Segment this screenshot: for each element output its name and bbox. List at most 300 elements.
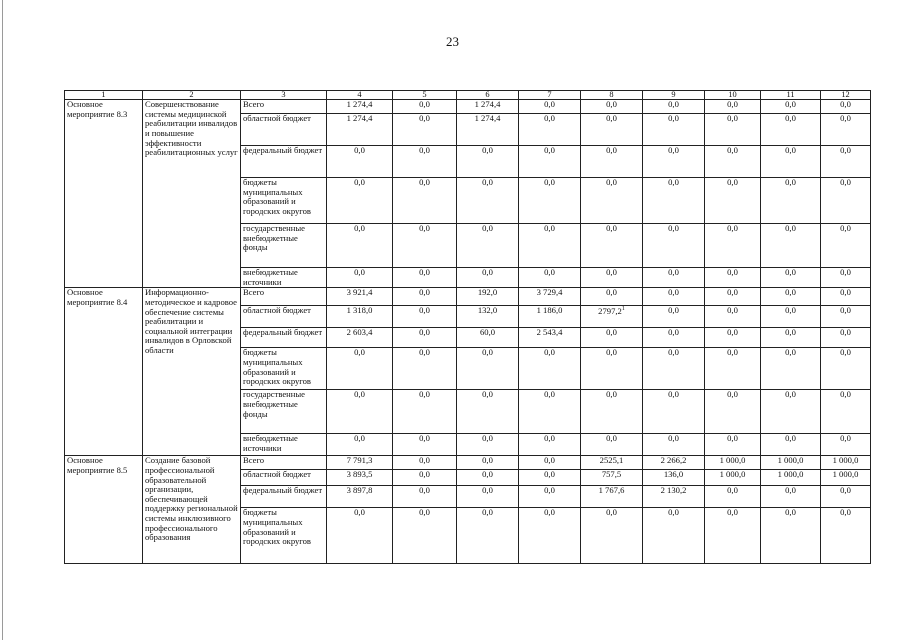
value-cell	[821, 456, 871, 470]
value-cell	[519, 268, 581, 288]
value-text: 0,0	[668, 99, 679, 109]
value-cell	[761, 390, 821, 434]
value-cell	[457, 470, 519, 486]
value-cell	[519, 390, 581, 434]
value-cell	[705, 268, 761, 288]
value-text: 1 274,4	[474, 99, 501, 109]
value-cell	[519, 306, 581, 328]
footnote-marker: 1	[621, 306, 625, 313]
value-text: 0,0	[482, 433, 493, 444]
event-name-cell: Основное мероприятие 8.4	[65, 288, 143, 456]
value-text: 1 000,0	[777, 469, 804, 480]
funding-source-cell: бюджеты муниципальных образований и городских округов	[241, 508, 327, 564]
value-cell	[393, 306, 457, 328]
value-text: 0,0	[354, 177, 365, 187]
value-cell	[327, 100, 393, 114]
value-cell	[761, 456, 821, 470]
funding-source-cell: федеральный бюджет	[241, 146, 327, 178]
value-text: 0,0	[785, 389, 796, 400]
event-name-cell: Основное мероприятие 8.3	[65, 100, 143, 288]
budget-table	[64, 90, 871, 564]
value-cell	[327, 348, 393, 390]
value-text: 0,0	[482, 455, 493, 466]
column-number-row	[65, 91, 871, 100]
value-text: 0,0	[840, 145, 851, 155]
funding-source-cell: Всего	[241, 288, 327, 306]
value-cell	[327, 178, 393, 224]
value-text: 0,0	[419, 327, 430, 338]
value-text: 0,0	[419, 113, 430, 123]
value-cell	[705, 348, 761, 390]
value-cell	[581, 224, 643, 268]
value-cell	[457, 268, 519, 288]
value-text: 0,0	[840, 305, 851, 316]
value-cell	[581, 456, 643, 470]
value-text: 0,0	[544, 455, 555, 466]
value-cell	[457, 456, 519, 470]
value-text: 0,0	[840, 485, 851, 496]
value-cell	[705, 328, 761, 348]
value-text: 0,0	[840, 113, 851, 123]
funding-source-cell: внебюджетные источники	[241, 268, 327, 288]
value-cell	[761, 306, 821, 328]
value-cell	[821, 390, 871, 434]
value-cell	[327, 508, 393, 564]
value-text: 0,0	[544, 433, 555, 444]
funding-source-cell: областной бюджет	[241, 306, 327, 328]
value-text: 0,0	[727, 287, 738, 298]
value-cell	[457, 288, 519, 306]
page-number: 23	[446, 34, 459, 49]
value-cell	[457, 390, 519, 434]
value-cell	[581, 486, 643, 508]
value-text: 136,0	[663, 469, 684, 480]
value-cell	[821, 288, 871, 306]
value-cell	[327, 288, 393, 306]
value-cell	[761, 178, 821, 224]
value-text: 0,0	[544, 99, 555, 109]
column-number: 5	[393, 91, 457, 100]
value-text: 0,0	[606, 267, 617, 277]
value-text: 0,0	[668, 347, 679, 358]
value-cell	[393, 348, 457, 390]
funding-source-cell: областной бюджет	[241, 470, 327, 486]
value-text: 0,0	[785, 287, 796, 298]
value-cell	[705, 470, 761, 486]
value-text: 0,0	[419, 287, 430, 298]
value-text: 0,0	[840, 177, 851, 187]
funding-source-cell: внебюджетные источники	[241, 434, 327, 456]
value-cell	[761, 224, 821, 268]
value-cell	[581, 348, 643, 390]
value-text: 1 274,4	[474, 113, 501, 123]
value-cell	[643, 328, 705, 348]
value-text: 0,0	[606, 99, 617, 109]
value-cell	[393, 486, 457, 508]
value-cell	[761, 288, 821, 306]
value-text: 3 893,5	[346, 469, 373, 480]
value-cell	[581, 434, 643, 456]
value-text: 0,0	[354, 347, 365, 358]
value-text: 0,0	[482, 267, 493, 277]
value-cell	[457, 114, 519, 146]
value-text: 0,0	[785, 347, 796, 358]
value-cell	[643, 470, 705, 486]
value-text: 0,0	[840, 507, 851, 518]
value-cell	[327, 328, 393, 348]
event-description-cell: Информационно-методическое и кадровое обеспечение системы реабилитации и социальной интеграции инвалидов в Орловской области	[143, 288, 241, 456]
value-text: 0,0	[840, 327, 851, 338]
value-cell	[761, 146, 821, 178]
value-text: 2525,1	[599, 455, 624, 466]
value-text: 0,0	[419, 145, 430, 155]
value-cell	[327, 146, 393, 178]
value-text: 0,0	[419, 347, 430, 358]
value-cell	[519, 486, 581, 508]
value-text: 0,0	[544, 145, 555, 155]
value-text: 0,0	[419, 223, 430, 233]
value-cell	[643, 224, 705, 268]
value-text: 0,0	[482, 469, 493, 480]
value-cell	[761, 508, 821, 564]
value-text: 0,0	[727, 145, 738, 155]
value-cell	[327, 224, 393, 268]
value-cell	[643, 178, 705, 224]
value-cell	[821, 178, 871, 224]
value-cell	[327, 456, 393, 470]
value-cell	[761, 470, 821, 486]
value-cell	[519, 224, 581, 268]
value-cell	[327, 434, 393, 456]
value-cell	[457, 508, 519, 564]
value-text: 0,0	[668, 389, 679, 400]
value-text: 0,0	[785, 327, 796, 338]
value-cell	[327, 390, 393, 434]
value-text: 0,0	[606, 287, 617, 298]
value-text: 0,0	[727, 223, 738, 233]
value-text: 0,0	[606, 347, 617, 358]
value-text: 757,5	[601, 469, 622, 480]
value-cell	[519, 456, 581, 470]
value-text: 0,0	[544, 113, 555, 123]
value-text: 0,0	[482, 485, 493, 496]
value-cell	[393, 328, 457, 348]
value-text: 0,0	[668, 145, 679, 155]
value-text: 0,0	[840, 287, 851, 298]
budget-table-body	[65, 91, 871, 564]
column-number: 1	[65, 91, 143, 100]
value-text: 2 603,4	[346, 327, 373, 338]
column-number: 3	[241, 91, 327, 100]
table-row	[65, 456, 871, 470]
value-text: 0,0	[419, 267, 430, 277]
value-cell	[643, 268, 705, 288]
value-text: 0,0	[785, 177, 796, 187]
value-cell	[393, 288, 457, 306]
value-cell	[705, 224, 761, 268]
value-cell	[821, 434, 871, 456]
value-text: 0,0	[727, 507, 738, 518]
value-cell	[457, 434, 519, 456]
value-cell	[457, 178, 519, 224]
value-cell	[705, 306, 761, 328]
value-text: 0,0	[606, 507, 617, 518]
value-text: 0,0	[668, 287, 679, 298]
funding-source-cell: бюджеты муниципальных образований и городских округов	[241, 348, 327, 390]
value-cell	[581, 178, 643, 224]
value-cell	[821, 268, 871, 288]
page-edge-line	[2, 0, 3, 640]
value-text: 0,0	[727, 267, 738, 277]
column-number: 6	[457, 91, 519, 100]
value-text: 0,0	[785, 485, 796, 496]
value-text: 0,0	[785, 99, 796, 109]
value-text: 0,0	[668, 223, 679, 233]
value-cell	[581, 288, 643, 306]
value-text: 0,0	[606, 327, 617, 338]
value-cell	[643, 456, 705, 470]
value-cell	[761, 100, 821, 114]
value-text: 1 186,0	[536, 305, 563, 316]
value-cell	[327, 486, 393, 508]
value-cell	[643, 288, 705, 306]
value-text: 0,0	[840, 347, 851, 358]
value-text: 0,0	[544, 485, 555, 496]
value-text: 0,0	[668, 507, 679, 518]
value-text: 0,0	[727, 99, 738, 109]
value-cell	[705, 456, 761, 470]
value-cell	[643, 306, 705, 328]
value-cell	[393, 268, 457, 288]
value-text: 1 767,6	[598, 485, 625, 496]
value-cell	[761, 114, 821, 146]
value-cell	[519, 348, 581, 390]
value-cell	[457, 224, 519, 268]
value-cell	[519, 100, 581, 114]
value-cell	[327, 306, 393, 328]
value-cell	[761, 434, 821, 456]
value-text: 0,0	[785, 305, 796, 316]
value-text: 1 274,4	[346, 99, 373, 109]
value-cell	[705, 178, 761, 224]
column-number: 7	[519, 91, 581, 100]
value-cell	[705, 434, 761, 456]
value-text: 0,0	[419, 99, 430, 109]
value-text: 0,0	[544, 389, 555, 400]
value-text: 1 000,0	[832, 455, 859, 466]
value-text: 0,0	[419, 389, 430, 400]
value-cell	[457, 486, 519, 508]
value-text: 0,0	[482, 145, 493, 155]
value-text: 0,0	[840, 389, 851, 400]
value-text: 0,0	[482, 507, 493, 518]
value-cell	[457, 100, 519, 114]
value-cell	[821, 486, 871, 508]
column-number: 4	[327, 91, 393, 100]
value-text: 3 729,4	[536, 287, 563, 298]
value-cell	[393, 114, 457, 146]
value-text: 0,0	[727, 347, 738, 358]
value-text: 60,0	[479, 327, 496, 338]
value-cell	[581, 114, 643, 146]
value-text: 0,0	[727, 177, 738, 187]
value-cell	[761, 348, 821, 390]
value-text: 0,0	[785, 267, 796, 277]
value-cell	[705, 508, 761, 564]
value-cell	[705, 114, 761, 146]
value-text: 0,0	[544, 469, 555, 480]
value-text: 132,0	[477, 305, 498, 316]
funding-source-cell: бюджеты муниципальных образований и городских округов	[241, 178, 327, 224]
value-text: 0,0	[606, 389, 617, 400]
value-text: 0,0	[727, 327, 738, 338]
funding-source-cell: государственные внебюджетные фонды	[241, 224, 327, 268]
value-cell	[643, 114, 705, 146]
value-text: 0,0	[419, 507, 430, 518]
value-cell	[643, 146, 705, 178]
value-text: 0,0	[482, 347, 493, 358]
column-number: 10	[705, 91, 761, 100]
value-cell	[581, 508, 643, 564]
value-text: 0,0	[419, 455, 430, 466]
value-cell	[821, 470, 871, 486]
value-text: 0,0	[544, 507, 555, 518]
value-cell	[327, 268, 393, 288]
value-cell	[821, 328, 871, 348]
value-text: 0,0	[668, 267, 679, 277]
value-cell	[393, 434, 457, 456]
value-text: 0,0	[840, 223, 851, 233]
value-cell	[519, 328, 581, 348]
value-text: 1 000,0	[832, 469, 859, 480]
value-text: 0,0	[727, 389, 738, 400]
value-text: 0,0	[668, 305, 679, 316]
column-number: 11	[761, 91, 821, 100]
value-cell	[643, 390, 705, 434]
value-cell	[393, 508, 457, 564]
value-cell	[643, 434, 705, 456]
value-cell	[643, 508, 705, 564]
value-text: 0,0	[668, 433, 679, 444]
value-cell	[393, 100, 457, 114]
value-text: 0,0	[482, 177, 493, 187]
value-cell	[519, 146, 581, 178]
value-text: 0,0	[354, 507, 365, 518]
value-cell	[457, 306, 519, 328]
value-cell	[519, 434, 581, 456]
value-cell	[761, 486, 821, 508]
value-cell	[643, 348, 705, 390]
event-description-cell: Создание базовой профессиональной образовательной организации, обеспечивающей поддержку региональной системы инклюзивного профессионального образования	[143, 456, 241, 564]
value-cell	[457, 348, 519, 390]
value-cell	[393, 470, 457, 486]
value-text: 0,0	[727, 305, 738, 316]
funding-source-cell: Всего	[241, 100, 327, 114]
value-cell	[705, 486, 761, 508]
value-cell	[581, 306, 643, 328]
value-cell	[581, 100, 643, 114]
value-cell	[705, 146, 761, 178]
value-text: 0,0	[668, 113, 679, 123]
funding-source-cell: Всего	[241, 456, 327, 470]
value-cell	[581, 328, 643, 348]
value-text: 1 274,4	[346, 113, 373, 123]
value-cell	[393, 224, 457, 268]
event-description-cell: Совершенствование системы медицинской реабилитации инвалидов и повышение эффективности реабилитационных услуг	[143, 100, 241, 288]
value-cell	[327, 114, 393, 146]
column-number: 9	[643, 91, 705, 100]
value-text: 2797,2	[598, 306, 622, 317]
value-text: 0,0	[354, 433, 365, 444]
value-cell	[393, 456, 457, 470]
value-cell	[821, 114, 871, 146]
value-text: 0,0	[544, 267, 555, 277]
funding-source-cell: федеральный бюджет	[241, 486, 327, 508]
value-text: 2 130,2	[660, 485, 687, 496]
value-text: 0,0	[785, 507, 796, 518]
event-name-cell: Основное мероприятие 8.5	[65, 456, 143, 564]
value-text: 0,0	[785, 113, 796, 123]
table-row	[65, 100, 871, 114]
value-text: 0,0	[419, 433, 430, 444]
value-text: 0,0	[606, 223, 617, 233]
value-cell	[821, 348, 871, 390]
value-text: 0,0	[544, 347, 555, 358]
value-text: 0,0	[544, 223, 555, 233]
value-text: 0,0	[668, 327, 679, 338]
value-text: 3 921,4	[346, 287, 373, 298]
value-cell	[643, 486, 705, 508]
value-cell	[581, 268, 643, 288]
value-text: 0,0	[419, 485, 430, 496]
value-text: 1 000,0	[777, 455, 804, 466]
value-text: 2 543,4	[536, 327, 563, 338]
value-cell	[643, 100, 705, 114]
value-cell	[393, 146, 457, 178]
value-cell	[327, 470, 393, 486]
value-cell	[519, 114, 581, 146]
value-text: 1 000,0	[719, 455, 746, 466]
value-text: 0,0	[544, 177, 555, 187]
value-text: 0,0	[354, 267, 365, 277]
value-text: 0,0	[840, 99, 851, 109]
value-cell	[821, 508, 871, 564]
value-cell	[519, 178, 581, 224]
table-row	[65, 288, 871, 306]
value-cell	[519, 288, 581, 306]
value-cell	[393, 390, 457, 434]
funding-source-cell: государственные внебюджетные фонды	[241, 390, 327, 434]
value-cell	[705, 288, 761, 306]
value-cell	[761, 268, 821, 288]
value-cell	[705, 390, 761, 434]
value-text: 1 000,0	[719, 469, 746, 480]
value-text: 0,0	[419, 469, 430, 480]
value-text: 0,0	[354, 389, 365, 400]
value-cell	[821, 224, 871, 268]
value-text: 0,0	[785, 433, 796, 444]
value-text: 0,0	[606, 113, 617, 123]
value-text: 0,0	[419, 305, 430, 316]
value-cell	[821, 146, 871, 178]
value-cell	[821, 100, 871, 114]
value-text: 0,0	[840, 267, 851, 277]
column-number: 2	[143, 91, 241, 100]
value-text: 0,0	[482, 389, 493, 400]
value-text: 0,0	[727, 485, 738, 496]
value-text: 0,0	[785, 223, 796, 233]
value-cell	[393, 178, 457, 224]
